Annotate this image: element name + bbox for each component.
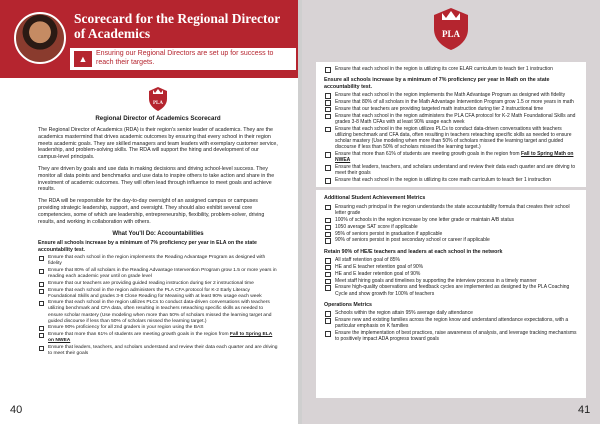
ela-checklist-cont	[324, 66, 578, 72]
checkbox[interactable]	[39, 269, 44, 274]
checkbox[interactable]	[325, 114, 331, 120]
intro-paragraph: The RDA will be responsible for the day-to-day oversight of an assigned campus or campuses providing strategic leadership, support, and oversight. They should also exhibit several core competencies, some of which are leadership, entrepreneurship, flexibility, problem-solver, driving results, and working in collaboration with others.	[38, 198, 265, 225]
checklist-item: Ensure that each school in the region implements the Reading Advantage Program as designed with fidelity	[38, 255, 278, 267]
checklist-item: Ensure that our teachers are providing targeted math instruction during tier 2 instructional time	[324, 106, 578, 112]
checklist-item: Ensure that each school in the region utilizes PLCs to conduct data-driven conversations with teachers utilizing benchmark and CFA data, often resulting in teachers reteaching specific skills as needed to ensure scholar mastery (Use modeling when more than 50% of scholars missed the learning target and guided discourse if less than 50% of scholars missed the learning target.)	[38, 300, 278, 324]
right-page	[302, 0, 600, 424]
checkbox[interactable]	[325, 107, 331, 113]
crest-letters: PLA	[442, 29, 460, 39]
checklist-item: Ensure new and existing families across the region know and understand attendance expectations, with a particular emphasis on K families	[324, 317, 578, 329]
checkbox[interactable]	[325, 178, 331, 184]
checklist-item: Ensure the implementation of best practices, raise awareness of analysis, and leverage tracking mechanisms to positively impact ADA progress toward goals	[324, 330, 578, 342]
accountabilities-heading: What You'll Do: Accountabilities	[112, 231, 204, 238]
checklist-item: Ensure that each school in the region administers the PLA CFA protocol for K-2 Math Foundational Skills and grades 3-8 Math CFAs with at least 90% usage each week	[324, 113, 578, 125]
checkbox[interactable]	[325, 67, 331, 73]
ela-goal: Ensure all schools increase by a minimum of 7% proficiency per year in ELA on the state accountability test.	[38, 240, 257, 253]
checkbox[interactable]	[325, 165, 331, 171]
checklist-item: Schools within the region attain 95% average daily attendance	[324, 310, 578, 316]
checkbox[interactable]	[325, 318, 331, 324]
checklist-item: Ensure that leaders, teachers, and scholars understand and review their data each quarter and are driving to meet their goals	[324, 164, 578, 176]
additional-checklist	[324, 204, 578, 244]
checklist-item: 90% of seniors persist in post secondary school or career if applicable	[324, 237, 578, 243]
checkbox[interactable]	[39, 301, 44, 306]
checklist-item: 1050 average SAT score if applicable	[324, 224, 578, 230]
retention-checklist	[324, 257, 578, 297]
header-banner	[0, 0, 298, 78]
checkbox[interactable]	[39, 282, 44, 287]
tagline: Ensuring our Regional Directors are set up for success to reach their targets.	[96, 50, 274, 66]
checkbox[interactable]	[325, 205, 331, 211]
checkbox[interactable]	[39, 256, 44, 261]
checklist-item: Ensure that more than 61% of students are meeting growth goals in the region from Fall to Spring ELA on NWEA	[38, 332, 278, 344]
checklist-item: Ensure that 80% of all scholars in the Reading Advantage Intervention Program grow 1.5 or more years in reading each academic year until on grade level	[38, 268, 278, 280]
checklist-item: Ensure that each school in the region is utilizing its core math curriculum to teach tier 1 instruction	[324, 177, 578, 183]
checklist-item: Ensuring each principal in the region understands the state accountability formula that creates their school letter grade	[324, 204, 578, 216]
checkbox[interactable]	[39, 326, 44, 331]
checklist-item: 95% of seniors persist in graduation if applicable	[324, 231, 578, 237]
checklist-item: Ensure that each school in the region utilizes PLCs to conduct data-driven conversations with teachers utilizing benchmark and CFA data, often resulting in teachers reteaching specific skills as needed to ensure scholar mastery (Use modeling when more than 50% of scholars missed the learning target and guided discourse if less than 50% of scholars missed the learning target.)	[324, 126, 578, 151]
page-number: 40	[10, 404, 23, 416]
checklist-item: All staff retention goal of 85%	[324, 257, 578, 263]
nwea-ela-link[interactable]: Fall to Spring ELA on NWEA	[48, 332, 273, 344]
section-divider	[316, 187, 586, 190]
left-page	[0, 0, 298, 424]
checklist-item: Meet staff hiring goals and timelines by supporting the interview process in a timely manner	[324, 278, 578, 284]
scorecard-body	[38, 86, 278, 404]
crest-letters: PLA	[153, 101, 163, 106]
checkbox[interactable]	[325, 152, 331, 158]
checkbox[interactable]	[325, 238, 331, 244]
checkbox[interactable]	[325, 285, 331, 291]
checklist-item: Ensure 90% proficiency for all 2nd graders in your region using the BAS	[38, 325, 278, 331]
checkbox[interactable]	[325, 272, 331, 278]
checkbox[interactable]	[325, 93, 331, 99]
checkbox[interactable]	[325, 258, 331, 264]
crest-logo	[147, 86, 169, 112]
checklist-item: Ensure that 80% of all scholars in the Math Advantage Intervention Program grow 1.5 or more years in math	[324, 99, 578, 105]
scorecard-continued	[316, 62, 586, 398]
director-photo	[14, 12, 66, 64]
checkbox[interactable]	[325, 225, 331, 231]
page-number: 41	[578, 404, 591, 416]
checkbox[interactable]	[39, 333, 44, 338]
checklist-item: Ensure high-quality observations and feedback cycles are implemented as designed by the PLA Coaching Cycle and show growth for 100% of teachers	[324, 284, 578, 296]
math-goal: Ensure all schools increase by a minimum of 7% proficiency per year in Math on the state accountability test.	[324, 77, 550, 90]
checkbox[interactable]	[325, 100, 331, 106]
checklist-item: HE and E leader retention goal of 90%	[324, 271, 578, 277]
checkbox[interactable]	[39, 289, 44, 294]
crest-header	[302, 0, 600, 58]
nwea-math-link[interactable]: Fall to Spring Math on NWEA	[335, 151, 574, 164]
intro-paragraph: They are driven by goals and use data in making decisions and driving school-level success. They monitor all data points and benchmarks and use data to inspire others to take action and share in the investment of academic outcomes. They will often lead through influence to meet goals and achieve results.	[38, 165, 275, 193]
checkbox[interactable]	[39, 346, 44, 351]
additional-metrics-heading: Additional Student Achievement Metrics	[324, 195, 426, 202]
checkbox[interactable]	[325, 127, 331, 133]
page-title: Scorecard for the Regional Director of Academics	[74, 11, 280, 41]
operations-checklist	[324, 310, 578, 342]
crest-logo	[431, 6, 471, 52]
checkbox[interactable]	[325, 311, 331, 317]
checklist-item: Ensure that each school in the region implements the Math Advantage Program as designed with fidelity	[324, 92, 578, 98]
checklist-item: Ensure that each school in the region administers the PLA CFA protocol for K-2 Early Literacy Foundational Skills and grades 3-8 Close Reading for Meaning with at least 90% usage each week	[38, 288, 278, 300]
tagline-box	[70, 48, 296, 70]
checklist-item: Ensure that leaders, teachers, and scholars understand and review their data each quarter and are driving to meet their goals	[38, 345, 278, 357]
checklist-item: Ensure that more than 61% of students are meeting growth goals in the region from Fall to Spring Math on NWEA	[324, 151, 578, 163]
team-icon: ▲	[74, 51, 92, 67]
checkbox[interactable]	[325, 265, 331, 271]
operations-heading: Operations Metrics	[324, 301, 372, 308]
math-checklist	[324, 92, 578, 183]
intro-paragraph: The Regional Director of Academics (RDA) is their region's senior leader of academics. They are the academics mastermind that drives academic outcomes by ensuring that every school in their region meets academic goals. They are skilled managers and team leaders with exemplary customer service, leadership, and problem-solving skills. The RDA will support the hiring and development of our campus-level principals.	[38, 127, 278, 161]
checkbox[interactable]	[325, 218, 331, 224]
checklist-item: 100% of schools in the region increase by one letter grade or maintain A/B status	[324, 217, 578, 223]
retention-heading: Retain 90% of HE/E teachers and leaders at each school in the network	[324, 248, 503, 255]
checkbox[interactable]	[325, 232, 331, 238]
checklist-item: Ensure that each school in the region is utilizing its core ELAR curriculum to teach tier 1 instruction	[324, 66, 578, 72]
scorecard-heading: Regional Director of Academics Scorecard	[95, 115, 221, 122]
ela-checklist	[38, 255, 278, 357]
checklist-item: HE and E teacher retention goal of 90%	[324, 264, 578, 270]
checkbox[interactable]	[325, 331, 331, 337]
checkbox[interactable]	[325, 279, 331, 285]
checklist-item: Ensure that our teachers are providing guided reading instruction during tier 2 instructional time	[38, 281, 278, 287]
